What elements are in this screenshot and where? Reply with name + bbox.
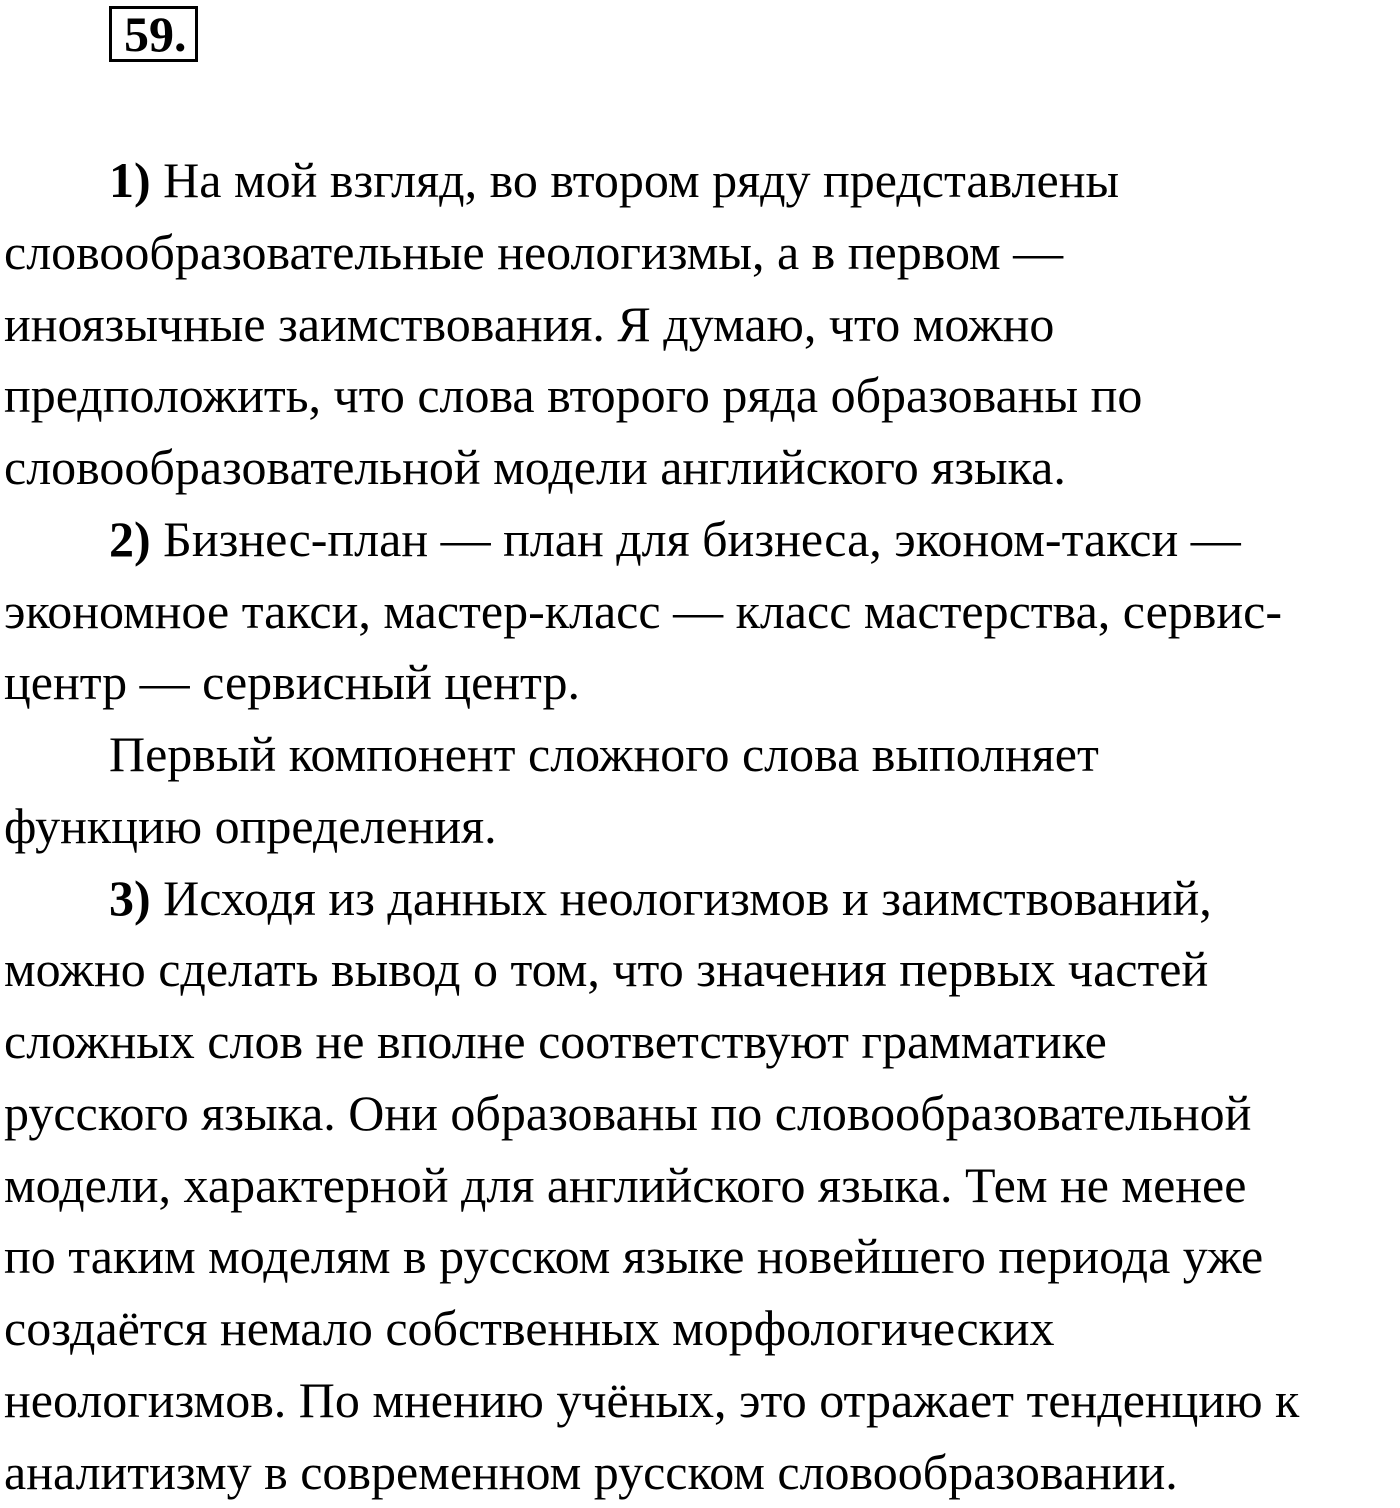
text-line: Первый компонент сложного слова выполняет <box>4 719 1396 791</box>
text-line: можно сделать вывод о том, что значения первых частей <box>4 934 1396 1006</box>
text-line: 2) Бизнес-план — план для бизнеса, эконом-такси — <box>4 504 1396 576</box>
exercise-number: 59. <box>109 6 198 62</box>
text-line: 3) Исходя из данных неологизмов и заимствований, <box>4 863 1396 935</box>
text-line: аналитизму в современном русском словообразовании. <box>4 1437 1396 1508</box>
text-line: экономное такси, мастер-класс — класс мастерства, сервис- <box>4 576 1396 648</box>
answer-text <box>4 145 1396 1508</box>
text-line: 1) На мой взгляд, во втором ряду представлены <box>4 145 1396 217</box>
item-number: 3) <box>109 870 151 926</box>
text-line: сложных слов не вполне соответствуют грамматике <box>4 1006 1396 1078</box>
item-number: 1) <box>109 152 151 208</box>
text-line: функцию определения. <box>4 791 1396 863</box>
text-line: русского языка. Они образованы по словообразовательной <box>4 1078 1396 1150</box>
text-line: неологизмов. По мнению учёных, это отражает тенденцию к <box>4 1365 1396 1437</box>
item-number: 2) <box>109 511 151 567</box>
text-line: словообразовательной модели английского языка. <box>4 432 1396 504</box>
text-line: модели, характерной для английского языка. Тем не менее <box>4 1150 1396 1222</box>
text-line: по таким моделям в русском языке новейшего периода уже <box>4 1221 1396 1293</box>
text-line: центр — сервисный центр. <box>4 647 1396 719</box>
text-line: иноязычные заимствования. Я думаю, что можно <box>4 289 1396 361</box>
text-line: создаётся немало собственных морфологических <box>4 1293 1396 1365</box>
text-line: предположить, что слова второго ряда образованы по <box>4 360 1396 432</box>
text-line: словообразовательные неологизмы, а в первом — <box>4 217 1396 289</box>
